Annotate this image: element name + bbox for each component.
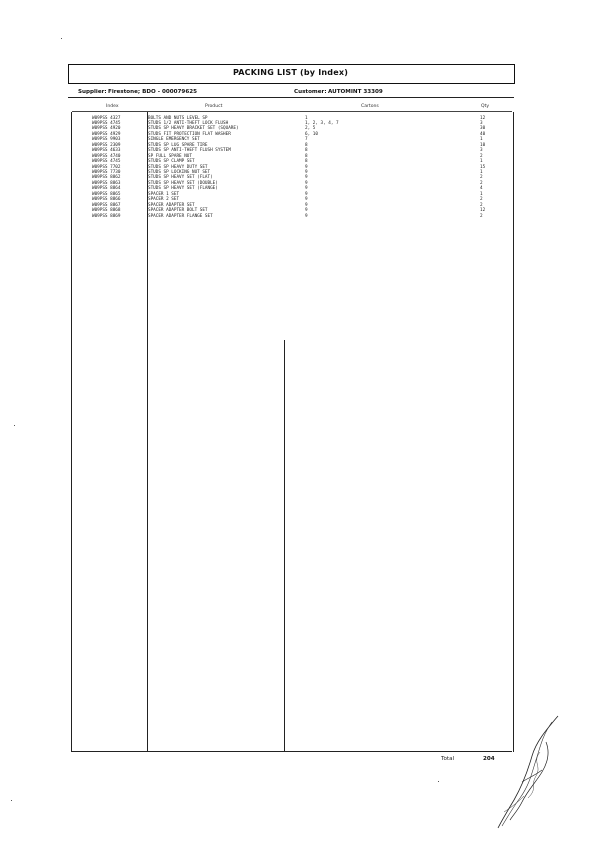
scan-speck	[438, 781, 439, 782]
row-product: STUDS SP HEAVY DUTY SET	[148, 164, 208, 170]
row-qty: 2	[480, 213, 483, 219]
row-cartons: 8	[305, 148, 308, 154]
row-product: STUDS SP ANTI-THEFT FLUSH SYSTEM	[148, 148, 231, 154]
row-qty: 2	[480, 175, 483, 181]
row-qty: 2	[480, 202, 483, 208]
row-product: SINGLE EMERGENCY SET	[148, 137, 200, 143]
row-product: STUDS SP HEAVY SET (DOUBLE)	[148, 180, 218, 186]
row-index: W09PSS 8863	[92, 180, 121, 186]
scan-speck	[14, 425, 15, 426]
row-index: W09PSS 4745	[92, 120, 121, 126]
row-index: W09PSS 8869	[92, 213, 121, 219]
row-product: SPACER ADAPTER FLANGE SET	[148, 213, 213, 219]
row-product: STUDS SP CLAMP SET	[148, 159, 195, 165]
row-cartons: 9	[305, 175, 308, 181]
row-cartons: 8	[305, 159, 308, 165]
row-cartons: 9	[305, 180, 308, 186]
supplier-value: Firestone; BDO - 000079625	[108, 89, 198, 95]
row-index: W09PSS 4740	[92, 153, 121, 159]
signature-scribble	[492, 712, 564, 832]
supplier-label: Supplier:	[78, 89, 107, 95]
header-divider	[68, 83, 514, 84]
row-cartons: 9	[305, 197, 308, 203]
customer-value: AUTOMINT 33309	[328, 89, 383, 95]
row-cartons: 8	[305, 153, 308, 159]
row-qty: 2	[480, 197, 483, 203]
row-qty: 3	[480, 120, 483, 126]
document-title: PACKING LIST (by Index)	[232, 68, 349, 77]
row-index: W09PSS 8868	[92, 208, 121, 214]
row-index: W09PSS 4633	[92, 148, 121, 154]
row-qty: 2	[480, 153, 483, 159]
row-product: STUDS SP HEAVY SET (FLAT)	[148, 175, 213, 181]
row-cartons: 7	[305, 137, 308, 143]
row-index: W09PSS 8865	[92, 191, 121, 197]
row-qty: 1	[480, 159, 483, 165]
table-row	[0, 214, 596, 219]
row-qty: 3	[480, 148, 483, 154]
scan-speck	[61, 38, 62, 39]
column-rule-product	[284, 340, 285, 752]
row-cartons: 9	[305, 208, 308, 214]
row-product: SPACER 1 SET	[148, 191, 180, 197]
row-cartons: 9	[305, 186, 308, 192]
row-product: STUDS SP HEAVY SET (FLANGE)	[148, 186, 218, 192]
row-cartons: 9	[305, 202, 308, 208]
row-product: STUDS SP HEAVY BRACKET SET (SQUARE)	[148, 126, 239, 132]
row-cartons: 9	[305, 191, 308, 197]
column-header-qty: Qty	[481, 104, 490, 109]
row-product: STUDS SP LUG SPARE TIRE	[148, 142, 208, 148]
row-index: W09PSS 8866	[92, 197, 121, 203]
row-index: W09PSS 7730	[92, 170, 121, 175]
column-header-cartons: Cartons	[361, 104, 379, 109]
row-qty: 2	[480, 180, 483, 186]
row-cartons: 9	[305, 213, 308, 219]
row-cartons: 1, 2, 3, 4, 7	[305, 120, 339, 126]
row-qty: 30	[480, 126, 486, 132]
row-product: STUDS FIT PROTECTION FLAT WASHER	[148, 131, 231, 137]
row-product: SPACER ADAPTER SET	[148, 202, 195, 208]
row-qty: 12	[480, 115, 486, 121]
row-index: W09PSS 8864	[92, 186, 121, 192]
row-qty: 1	[480, 170, 483, 175]
row-product: SPACER ADAPTER BOLT SET	[148, 208, 208, 214]
row-cartons: 9	[305, 164, 308, 170]
row-product: SPACER 2 SET	[148, 197, 180, 203]
row-qty: 40	[480, 131, 486, 137]
row-index: W09PSS 4920	[92, 126, 121, 132]
scan-speck	[11, 800, 12, 801]
row-cartons: 1	[305, 115, 308, 121]
column-header-divider	[72, 111, 512, 112]
row-index: W09PSS 7702	[92, 164, 121, 170]
info-divider	[68, 97, 514, 98]
row-qty: 15	[480, 164, 486, 170]
row-qty: 12	[480, 208, 486, 214]
total-value: 204	[483, 756, 495, 762]
row-index: W09PSS 4929	[92, 131, 121, 137]
row-cartons: 2, 5	[305, 126, 316, 132]
row-index: W09PSS 8867	[92, 202, 121, 208]
row-qty: 1	[480, 191, 483, 197]
row-cartons: 6, 10	[305, 131, 318, 137]
row-cartons: 9	[305, 170, 308, 175]
row-qty: 1	[480, 137, 483, 143]
column-header-product: Product	[205, 104, 223, 109]
row-index: W09PSS 9903	[92, 137, 121, 143]
row-qty: 4	[480, 186, 483, 192]
total-divider	[72, 751, 512, 752]
row-index: W09PSS 4327	[92, 115, 121, 121]
row-qty: 10	[480, 142, 486, 148]
row-index: W09PSS 2309	[92, 142, 121, 148]
row-product: STUDS 1/2 ANTI-THEFT LOCK FLUSH	[148, 120, 229, 126]
total-label: Total	[441, 756, 455, 762]
row-product: STUDS SP LOCKING NUT SET	[148, 170, 211, 175]
row-index: W09PSS 4745	[92, 159, 121, 165]
column-header-index: Index	[106, 104, 119, 109]
row-product: SP FULL SPARE NUT	[148, 153, 192, 159]
row-product: BOLTS AND NUTS LEVEL SP	[148, 115, 208, 121]
customer-label: Customer:	[294, 89, 327, 95]
row-cartons: 8	[305, 142, 308, 148]
row-index: W09PSS 8862	[92, 175, 121, 181]
